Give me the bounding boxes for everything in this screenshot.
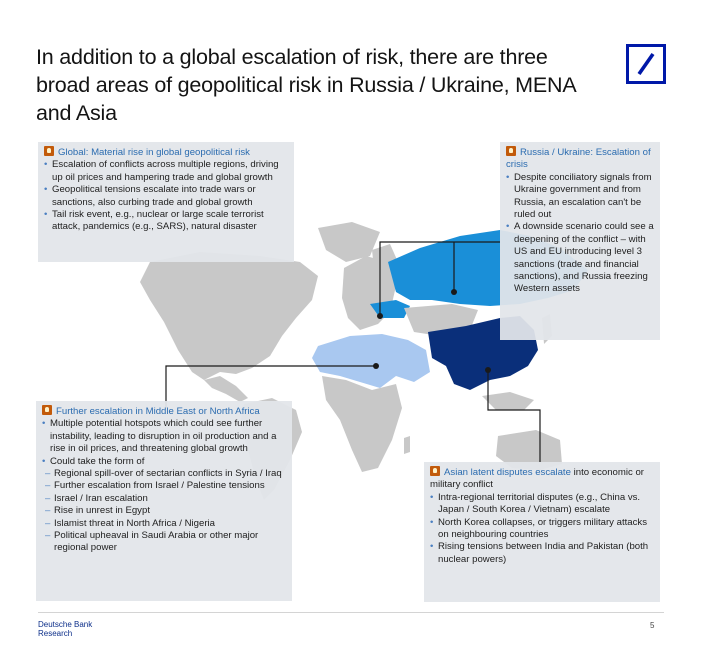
footer-divider [38, 612, 664, 613]
connector-russia-dot [377, 313, 383, 319]
connector-russia-dot-2 [451, 289, 457, 295]
list-item: – Israel / Iran escalation [42, 493, 286, 505]
list-item: • A downside scenario could see a deepening of the conflict – with US and EU introducing level 3 sanctions (trade and financial sanctions), and Russia freezing Western assets [506, 221, 654, 295]
list-item: • Despite conciliatory signals from Ukraine government and from Russia, an escalation can't be ruled out [506, 172, 654, 222]
map-central-america [204, 376, 248, 402]
page-number: 5 [650, 621, 655, 630]
map-africa [322, 376, 402, 472]
list-item: – Islamist threat in North Africa / Nigeria [42, 518, 286, 530]
footer-line-2: Research [38, 629, 73, 638]
russia-ukraine-box [500, 142, 660, 340]
list-item: • Multiple potential hotspots which could see further instability, leading to disruption in oil production and a rise in oil prices, and threatening global growth [42, 418, 286, 455]
mena-box [36, 401, 292, 601]
list-item: • Could take the form of [42, 456, 286, 468]
page-title: In addition to a global escalation of risk, there are three broad areas of geopolitical risk in Russia / Ukraine, MENA and Asia [36, 45, 576, 125]
global-risk-box [38, 142, 294, 262]
mena-heading: Further escalation in Middle East or North Africa [42, 405, 286, 418]
list-item: – Further escalation from Israel / Palestine tensions [42, 480, 286, 492]
warning-badge-icon [506, 146, 516, 156]
asia-box [424, 462, 660, 602]
global-risk-heading: Global: Material rise in global geopolitical risk [44, 146, 288, 159]
list-item: • Escalation of conflicts across multiple regions, driving up oil prices and hampering trade and global growth [44, 159, 288, 184]
list-item: • North Korea collapses, or triggers military attacks on neighbouring countries [430, 517, 654, 542]
warning-badge-icon [42, 405, 52, 415]
warning-badge-icon [430, 466, 440, 476]
list-item: • Intra-regional territorial disputes (e.g., China vs. Japan / South Korea / Vietnam) escalate [430, 492, 654, 517]
russia-ukraine-list [506, 172, 654, 296]
footer-line-1: Deutsche Bank [38, 620, 93, 629]
deutsche-bank-logo [626, 44, 666, 84]
map-madagascar [404, 436, 410, 454]
list-item: • Tail risk event, e.g., nuclear or large scale terrorist attack, pandemics (e.g., SARS), natural disaster [44, 209, 288, 234]
list-item: – Rise in unrest in Egypt [42, 505, 286, 517]
warning-badge-icon [44, 146, 54, 156]
list-item: • Rising tensions between India and Pakistan (both nuclear powers) [430, 541, 654, 566]
map-se-asia-islands [482, 392, 534, 410]
list-item: – Regional spill-over of sectarian conflicts in Syria / Iraq [42, 468, 286, 480]
global-risk-list [44, 159, 288, 233]
mena-list [42, 418, 286, 554]
map-north-america [140, 252, 318, 380]
map-greenland [318, 222, 380, 262]
russia-ukraine-heading: Russia / Ukraine: Escalation of crisis [506, 147, 651, 171]
asia-list [430, 492, 654, 566]
list-item: • Geopolitical tensions escalate into trade wars or sanctions, also curbing trade and global growth [44, 184, 288, 209]
deutsche-bank-slash-icon [629, 47, 663, 81]
list-item: – Political upheaval in Saudi Arabia or other major regional power [42, 530, 286, 555]
connector-mena-dot [373, 363, 379, 369]
footer-source [38, 620, 92, 638]
asia-heading: Asian latent disputes escalate into economic or military conflict [430, 467, 644, 491]
connector-asia-dot [485, 367, 491, 373]
